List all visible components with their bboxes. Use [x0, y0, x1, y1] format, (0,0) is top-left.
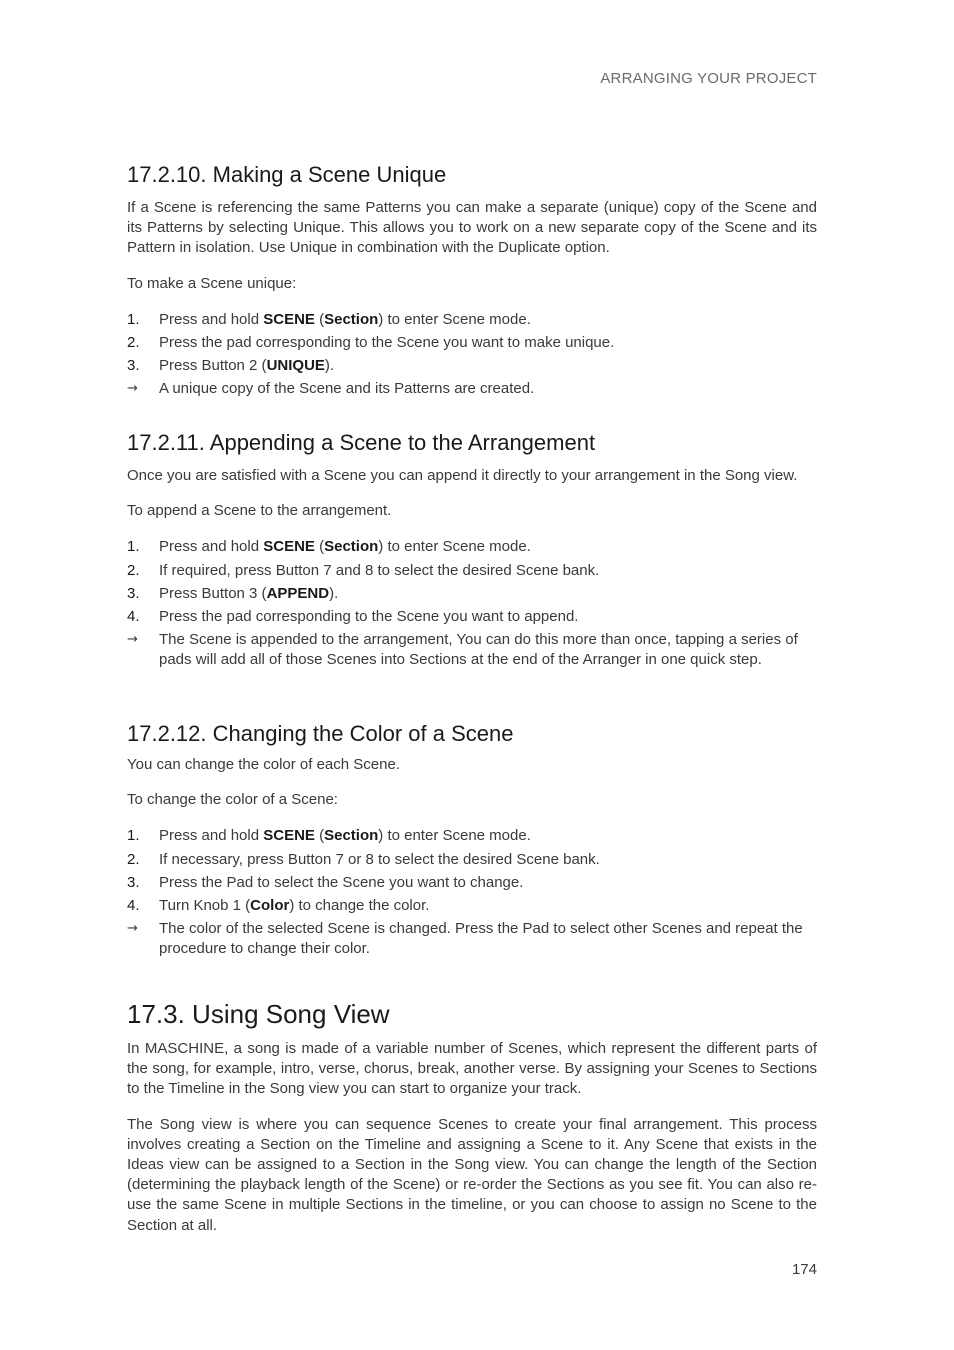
step: 1. Press and hold SCENE (Section) to enter Scene mode. — [127, 538, 531, 556]
step: 2. Press the pad corresponding to the Scene you want to make unique. — [127, 334, 615, 352]
section-changing-scene-color — [127, 721, 817, 963]
section-appending-scene — [127, 430, 817, 674]
paragraph: The Song view is where you can sequence Scenes to create your final arrangement. This process involves creating a Section on the Timeline and assigning a Scene to it. Any Scene that exists in the Ideas view can be assigned to a Section in the Song view. You can change the length of the Section (determining the playback length of the Scene) or re-order the Sections as you see fit. You can also re-use the same Scene in multiple Sections in the timeline, or you can choose to assign no Scene to the Section at all. — [127, 1115, 817, 1234]
section-heading: 17.2.11. Appending a Scene to the Arrangement — [127, 430, 596, 455]
step: 1. Press and hold SCENE (Section) to enter Scene mode. — [127, 827, 531, 845]
procedure-steps — [127, 826, 817, 959]
procedure-lead: To make a Scene unique: — [127, 274, 297, 292]
arrow-right-icon: → — [127, 921, 138, 937]
section-making-scene-unique — [127, 162, 817, 403]
section-intro: You can change the color of each Scene. — [127, 756, 400, 773]
section-heading: 17.2.12. Changing the Color of a Scene — [127, 721, 514, 746]
page-number: 174 — [791, 1261, 817, 1278]
step: 4. Turn Knob 1 (Color) to change the color. — [127, 897, 430, 915]
section-using-song-view — [127, 998, 817, 1236]
running-head: ARRANGING YOUR PROJECT — [600, 70, 817, 87]
step-result: → A unique copy of the Scene and its Patterns are created. — [127, 379, 817, 399]
step: 3. Press Button 3 (APPEND). — [127, 584, 339, 602]
step: 3. Press the Pad to select the Scene you want to change. — [127, 873, 524, 891]
step-result: → The color of the selected Scene is changed. Press the Pad to select other Scenes and repeat the procedure to change their color. — [127, 920, 803, 958]
step-result: → The Scene is appended to the arrangement, You can do this more than once, tapping a series of pads will add all of those Scenes into Sections at the end of the Arranger in one quick step. — [127, 631, 798, 669]
procedure-lead: To append a Scene to the arrangement. — [127, 502, 392, 520]
section-intro: If a Scene is referencing the same Patterns you can make a separate (unique) copy of the Scene and its Patterns by selecting Unique. This allows you to work on a new separate copy of the Scene and its Pattern in isolation. Use Unique in combination with the Duplicate option. — [127, 199, 817, 257]
procedure-steps — [127, 310, 817, 400]
arrow-right-icon: → — [127, 632, 138, 648]
step: 3. Press Button 2 (UNIQUE). — [127, 357, 335, 375]
section-intro: Once you are satisfied with a Scene you can append it directly to your arrangement in the Song view. — [127, 467, 798, 484]
arrow-right-icon: → — [127, 381, 138, 397]
step: 1. Press and hold SCENE (Section) to enter Scene mode. — [127, 310, 531, 328]
procedure-lead: To change the color of a Scene: — [127, 791, 338, 809]
step: 2. If required, press Button 7 and 8 to select the desired Scene bank. — [127, 561, 600, 579]
step: 2. If necessary, press Button 7 or 8 to select the desired Scene bank. — [127, 850, 600, 868]
step: 4. Press the pad corresponding to the Scene you want to append. — [127, 608, 579, 626]
paragraph: In MASCHINE, a song is made of a variable number of Scenes, which represent the different parts of the song, for example, intro, verse, chorus, break, another verse. By assigning your Scenes to Sections to the Timeline in the Song view you can start to organize your track. — [127, 1040, 817, 1098]
section-heading: 17.2.10. Making a Scene Unique — [127, 162, 447, 187]
procedure-steps — [127, 537, 817, 670]
chapter-heading: 17.3. Using Song View — [127, 999, 390, 1029]
